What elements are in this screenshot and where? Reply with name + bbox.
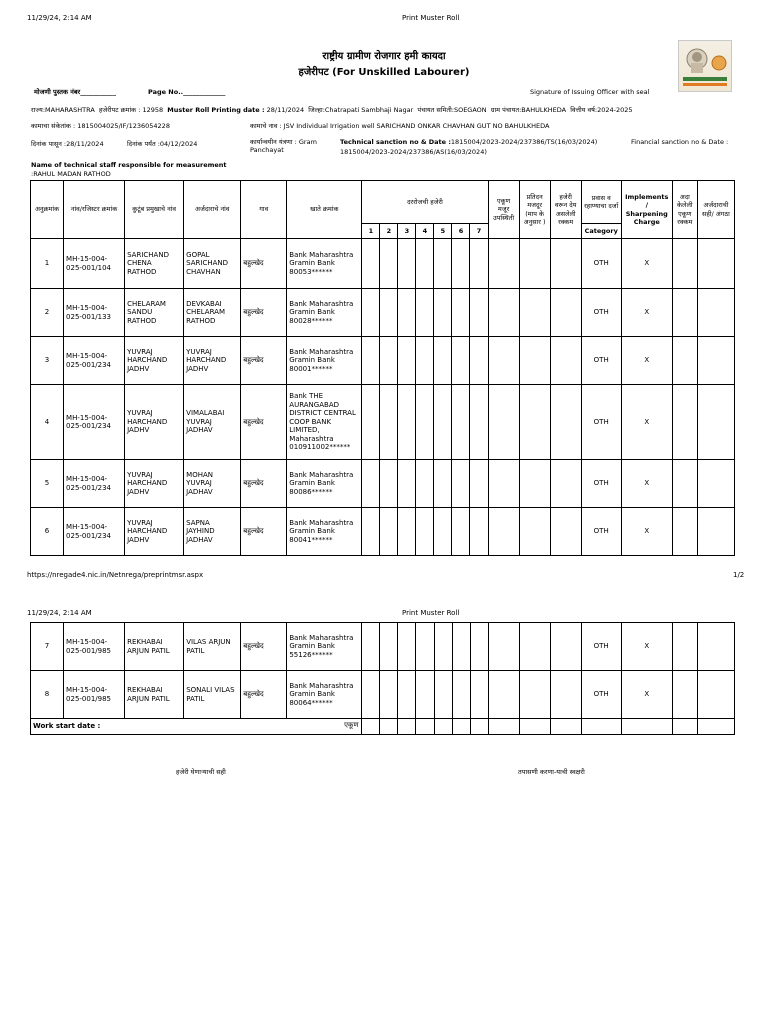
cell-total [488,239,519,289]
cell-village: बहुल्खेद [241,671,287,719]
cell-day-7 [470,289,488,337]
table-row [31,289,735,337]
col-attendance-amt: हजेरी वरून देय असलेली रक्कम [550,181,581,239]
cell-day-5 [434,337,452,385]
cell-daily [519,671,550,719]
cell-day-4 [416,385,434,460]
cell-head: REKHABAI ARJUN PATIL [125,671,184,719]
cell-signature [697,508,734,556]
cell-reg: MH-15-004-025-001/133 [64,289,125,337]
district: जिल्हा:Chatrapati Sambhaji Nagar [308,106,414,114]
page-no: Page No.._____________ [148,88,226,96]
cell-applicant: VIMALABAI YUVRAJ JADHAV [184,385,241,460]
col-reg: नांव/रजिस्टर क्रमांक [64,181,125,239]
col-head: कुटूंब प्रमुखाचे नांव [125,181,184,239]
table-row [31,337,735,385]
cell-category: OTH [581,385,621,460]
cell-day-7 [470,385,488,460]
cell-daily [519,239,550,289]
cell-category: OTH [581,460,621,508]
info-line-1 [31,106,633,114]
cell-applicant: DEVKABAI CHELARAM RATHOD [184,289,241,337]
cell-reg: MH-15-004-025-001/985 [64,671,125,719]
cell-total [488,337,519,385]
cell-daily [519,460,550,508]
col-village: गाव [241,181,287,239]
cell-implements: X [621,460,672,508]
cell-day-4 [416,337,434,385]
work-start-cell [31,719,362,735]
tech-sanction-value: 1815004/2023-2024/237386/TS(16/03/2024) [450,138,598,146]
cell-attendance-amt [550,671,581,719]
cell-sr: 4 [31,385,64,460]
cell-day-1 [362,337,380,385]
cell-day-1 [362,385,380,460]
print-title: Print Muster Roll [402,14,460,22]
cell-attendance-amt [550,623,581,671]
cell-day-2 [380,623,398,671]
col-paid-total: अदा केलेली एकूण रक्कम [672,181,697,239]
emblem-logo [678,40,732,92]
cell-applicant: VILAS ARJUN PATIL [184,623,241,671]
cell-paid-total [672,289,697,337]
cell-account: Bank Maharashtra Gramin Bank 80064****** [287,671,362,719]
cell-signature [697,289,734,337]
cell-implements: X [621,239,672,289]
cell-reg: MH-15-004-025-001/234 [64,460,125,508]
cell-day-5 [434,460,452,508]
cell-day-6 [452,337,470,385]
col-daily: प्रतिदन मजदूर (माप के अनुसार ) [519,181,550,239]
cell-reg: MH-15-004-025-001/985 [64,623,125,671]
cell-village: बहुल्खेद [241,289,287,337]
cell-day-6 [452,508,470,556]
state: राज्य:MAHARASHTRA [31,106,95,114]
cell-paid-total [672,385,697,460]
footer-url[interactable]: https://nregade4.nic.in/Netnrega/preprintmsr.aspx [27,571,204,579]
staff-value: :RAHUL MADAN RATHOD [31,170,111,178]
date-to: दिनांक पर्यंत :04/12/2024 [127,140,198,148]
cell-day-6 [452,460,470,508]
tech-sanction-label: Technical sanction no & Date : [340,138,451,146]
cell-sr: 8 [31,671,64,719]
cell-day-1 [362,671,380,719]
cell-applicant: SONALI VILAS PATIL [184,671,241,719]
cell-sr: 1 [31,239,64,289]
cell-daily [519,337,550,385]
book-no: मोजणी पुस्तक नंबर___________ [34,88,116,96]
gandhi-portrait-icon [679,41,731,91]
col-implements: Implements / Sharpening Charge [621,181,672,239]
cell-village: बहुल्खेद [241,385,287,460]
cell-paid-total [672,239,697,289]
work-name: कामाचे नाव : JSV Individual Irrigation well SARICHAND ONKAR CHAVHAN GUT NO BAHULKHEDA [250,122,550,130]
cell-total [488,623,519,671]
cell-attendance-amt [550,337,581,385]
fin-sanction-value: 1815004/2023-2024/237386/AS(16/03/2024) [340,148,487,156]
cell-day-6 [452,239,470,289]
cell-signature [697,671,734,719]
cell-total [488,671,519,719]
cell-day-2 [380,289,398,337]
date-from: दिनांक पासून :28/11/2024 [31,140,104,148]
cell-day-1 [362,623,380,671]
cell-paid-total [672,460,697,508]
cell-day-1 [362,508,380,556]
col-sr: अनुक्रमांक [31,181,64,239]
cell-head: YUVRAJ HARCHAND JADHV [125,385,184,460]
cell-sr: 2 [31,289,64,337]
cell-day-7 [470,508,488,556]
cell-daily [519,508,550,556]
print-date-value: 28/11/2024 [266,106,305,114]
cell-total [488,460,519,508]
cell-category: OTH [581,289,621,337]
col-travel: प्रवास व रहाण्याचा दर्जा [581,181,621,224]
cell-day-7 [470,623,488,671]
cell-paid-total [672,508,697,556]
cell-day-5 [434,289,452,337]
cell-attendance-amt [550,239,581,289]
agency: कार्यान्वयीन यंत्रणा : Gram Panchayat [250,138,317,154]
cell-day-4 [416,289,434,337]
col-day-6: 6 [452,224,470,239]
cell-category: OTH [581,671,621,719]
sign-right: तपासणी करणा-याची स्वक्षरी [518,768,585,776]
cell-category: OTH [581,337,621,385]
cell-day-3 [398,671,416,719]
sign-left: हजेरी घेणाऱ्याची सही [176,768,226,776]
cell-day-3 [398,289,416,337]
col-account: खाते क्रमांक [287,181,362,239]
cell-paid-total [672,671,697,719]
col-day-5: 5 [434,224,452,239]
cell-head: YUVRAJ HARCHAND JADHV [125,460,184,508]
table-row [31,239,735,289]
cell-day-4 [416,623,434,671]
footer-page: 1/2 [733,571,745,579]
cell-day-2 [380,508,398,556]
cell-total [488,385,519,460]
work-start-label: Work start date : [33,722,101,731]
cell-village: बहुल्खेद [241,623,287,671]
cell-applicant: SAPNA JAYHIND JADHAV [184,508,241,556]
cell-reg: MH-15-004-025-001/234 [64,508,125,556]
cell-account: Bank Maharashtra Gramin Bank 80086****** [287,460,362,508]
cell-day-7 [470,460,488,508]
doc-title: राष्ट्रीय ग्रामीण रोजगार हमी कायदा [322,51,446,62]
cell-sr: 7 [31,623,64,671]
cell-implements: X [621,289,672,337]
cell-day-2 [380,239,398,289]
cell-day-6 [452,289,470,337]
print-datetime: 11/29/24, 2:14 AM [27,14,92,22]
cell-day-3 [398,623,416,671]
cell-day-7 [470,239,488,289]
doc-subtitle: हजेरीपट (For Unskilled Labourer) [298,67,470,78]
cell-paid-total [672,337,697,385]
cell-account: Bank THE AURANGABAD DISTRICT CENTRAL COOP BANK LIMITED, Maharashtra 010911002****** [287,385,362,460]
cell-reg: MH-15-004-025-001/234 [64,385,125,460]
cell-account: Bank Maharashtra Gramin Bank 80053****** [287,239,362,289]
cell-signature [697,239,734,289]
cell-category: OTH [581,623,621,671]
col-total: एकूण मजूर उपस्थिती [488,181,519,239]
cell-daily [519,623,550,671]
cell-day-2 [380,337,398,385]
cell-head: YUVRAJ HARCHAND JADHV [125,508,184,556]
table-row [31,508,735,556]
print-date-label: Muster Roll Printing date : [167,106,265,114]
cell-day-7 [470,671,488,719]
cell-category: OTH [581,239,621,289]
cell-day-1 [362,289,380,337]
cell-day-2 [380,460,398,508]
cell-signature [697,337,734,385]
cell-day-6 [452,671,470,719]
col-day-2: 2 [380,224,398,239]
gram-panchayat: ग्राम पंचायत:BAHULKHEDA [490,106,567,114]
table-row [31,623,735,671]
cell-implements: X [621,508,672,556]
muster-table-page2 [30,622,735,735]
cell-day-3 [398,508,416,556]
cell-sr: 5 [31,460,64,508]
cell-day-4 [416,671,434,719]
col-day-3: 3 [398,224,416,239]
cell-implements: X [621,623,672,671]
cell-sr: 3 [31,337,64,385]
cell-category: OTH [581,508,621,556]
cell-attendance-amt [550,385,581,460]
print-title-2: Print Muster Roll [402,609,460,617]
muster-table-page1 [30,180,735,556]
cell-applicant: GOPAL SARICHAND CHAVHAN [184,239,241,289]
total-label: एकूण [344,721,359,729]
cell-day-4 [416,508,434,556]
cell-day-5 [434,508,452,556]
cell-attendance-amt [550,460,581,508]
cell-village: बहुल्खेद [241,508,287,556]
fin-sanction-label: Financial sanction no & Date : [631,138,729,146]
work-code: कामाचा संकेतांक : 1815004025/IF/1236054228 [31,122,170,130]
cell-head: SARICHAND CHENA RATHOD [125,239,184,289]
cell-implements: X [621,337,672,385]
table-row [31,385,735,460]
cell-daily [519,289,550,337]
cell-day-5 [434,623,452,671]
staff-label: Name of technical staff responsible for measurement [31,161,227,169]
col-day-7: 7 [470,224,488,239]
cell-account: Bank Maharashtra Gramin Bank 80001****** [287,337,362,385]
col-day-4: 4 [416,224,434,239]
cell-head: YUVRAJ HARCHAND JADHV [125,337,184,385]
cell-day-1 [362,239,380,289]
cell-day-3 [398,460,416,508]
tech-sanction [340,138,597,146]
table-row [31,460,735,508]
signature-note: Signature of Issuing Officer with seal [530,88,650,96]
cell-account: Bank Maharashtra Gramin Bank 80041****** [287,508,362,556]
cell-day-5 [434,239,452,289]
cell-applicant: MOHAN YUVRAJ JADHAV [184,460,241,508]
cell-reg: MH-15-004-025-001/104 [64,239,125,289]
cell-day-6 [452,623,470,671]
cell-head: CHELARAM SANDU RATHOD [125,289,184,337]
cell-implements: X [621,671,672,719]
cell-day-2 [380,671,398,719]
cell-paid-total [672,623,697,671]
cell-reg: MH-15-004-025-001/234 [64,337,125,385]
financial-year: वित्तीय वर्ष:2024-2025 [570,106,633,114]
cell-total [488,508,519,556]
cell-signature [697,623,734,671]
cell-account: Bank Maharashtra Gramin Bank 80028****** [287,289,362,337]
cell-village: बहुल्खेद [241,460,287,508]
cell-sr: 6 [31,508,64,556]
cell-village: बहुल्खेद [241,239,287,289]
cell-day-3 [398,337,416,385]
cell-daily [519,385,550,460]
cell-head: REKHABAI ARJUN PATIL [125,623,184,671]
cell-signature [697,385,734,460]
cell-day-3 [398,385,416,460]
cell-account: Bank Maharashtra Gramin Bank 55126****** [287,623,362,671]
cell-day-7 [470,337,488,385]
cell-day-5 [434,671,452,719]
col-day-1: 1 [362,224,380,239]
col-signature: अर्जदाराची सही/ अंगठा [697,181,734,239]
cell-total [488,289,519,337]
cell-day-4 [416,460,434,508]
print-datetime-2: 11/29/24, 2:14 AM [27,609,92,617]
cell-day-3 [398,239,416,289]
col-applicant: अर्जदाराचे नांव [184,181,241,239]
table-row [31,671,735,719]
cell-implements: X [621,385,672,460]
muster-no: हजेरीपट क्रमांक : 12958 [98,106,164,114]
cell-village: बहुल्खेद [241,337,287,385]
cell-day-2 [380,385,398,460]
cell-attendance-amt [550,508,581,556]
cell-day-1 [362,460,380,508]
cell-day-5 [434,385,452,460]
col-category: Category [581,224,621,239]
cell-day-4 [416,239,434,289]
cell-day-6 [452,385,470,460]
cell-applicant: YUVRAJ HARCHAND JADHV [184,337,241,385]
cell-signature [697,460,734,508]
samiti: पंचायत समिती:SOEGAON [417,106,487,114]
col-attendance: दररोजची हजेरी [362,181,488,224]
cell-attendance-amt [550,289,581,337]
